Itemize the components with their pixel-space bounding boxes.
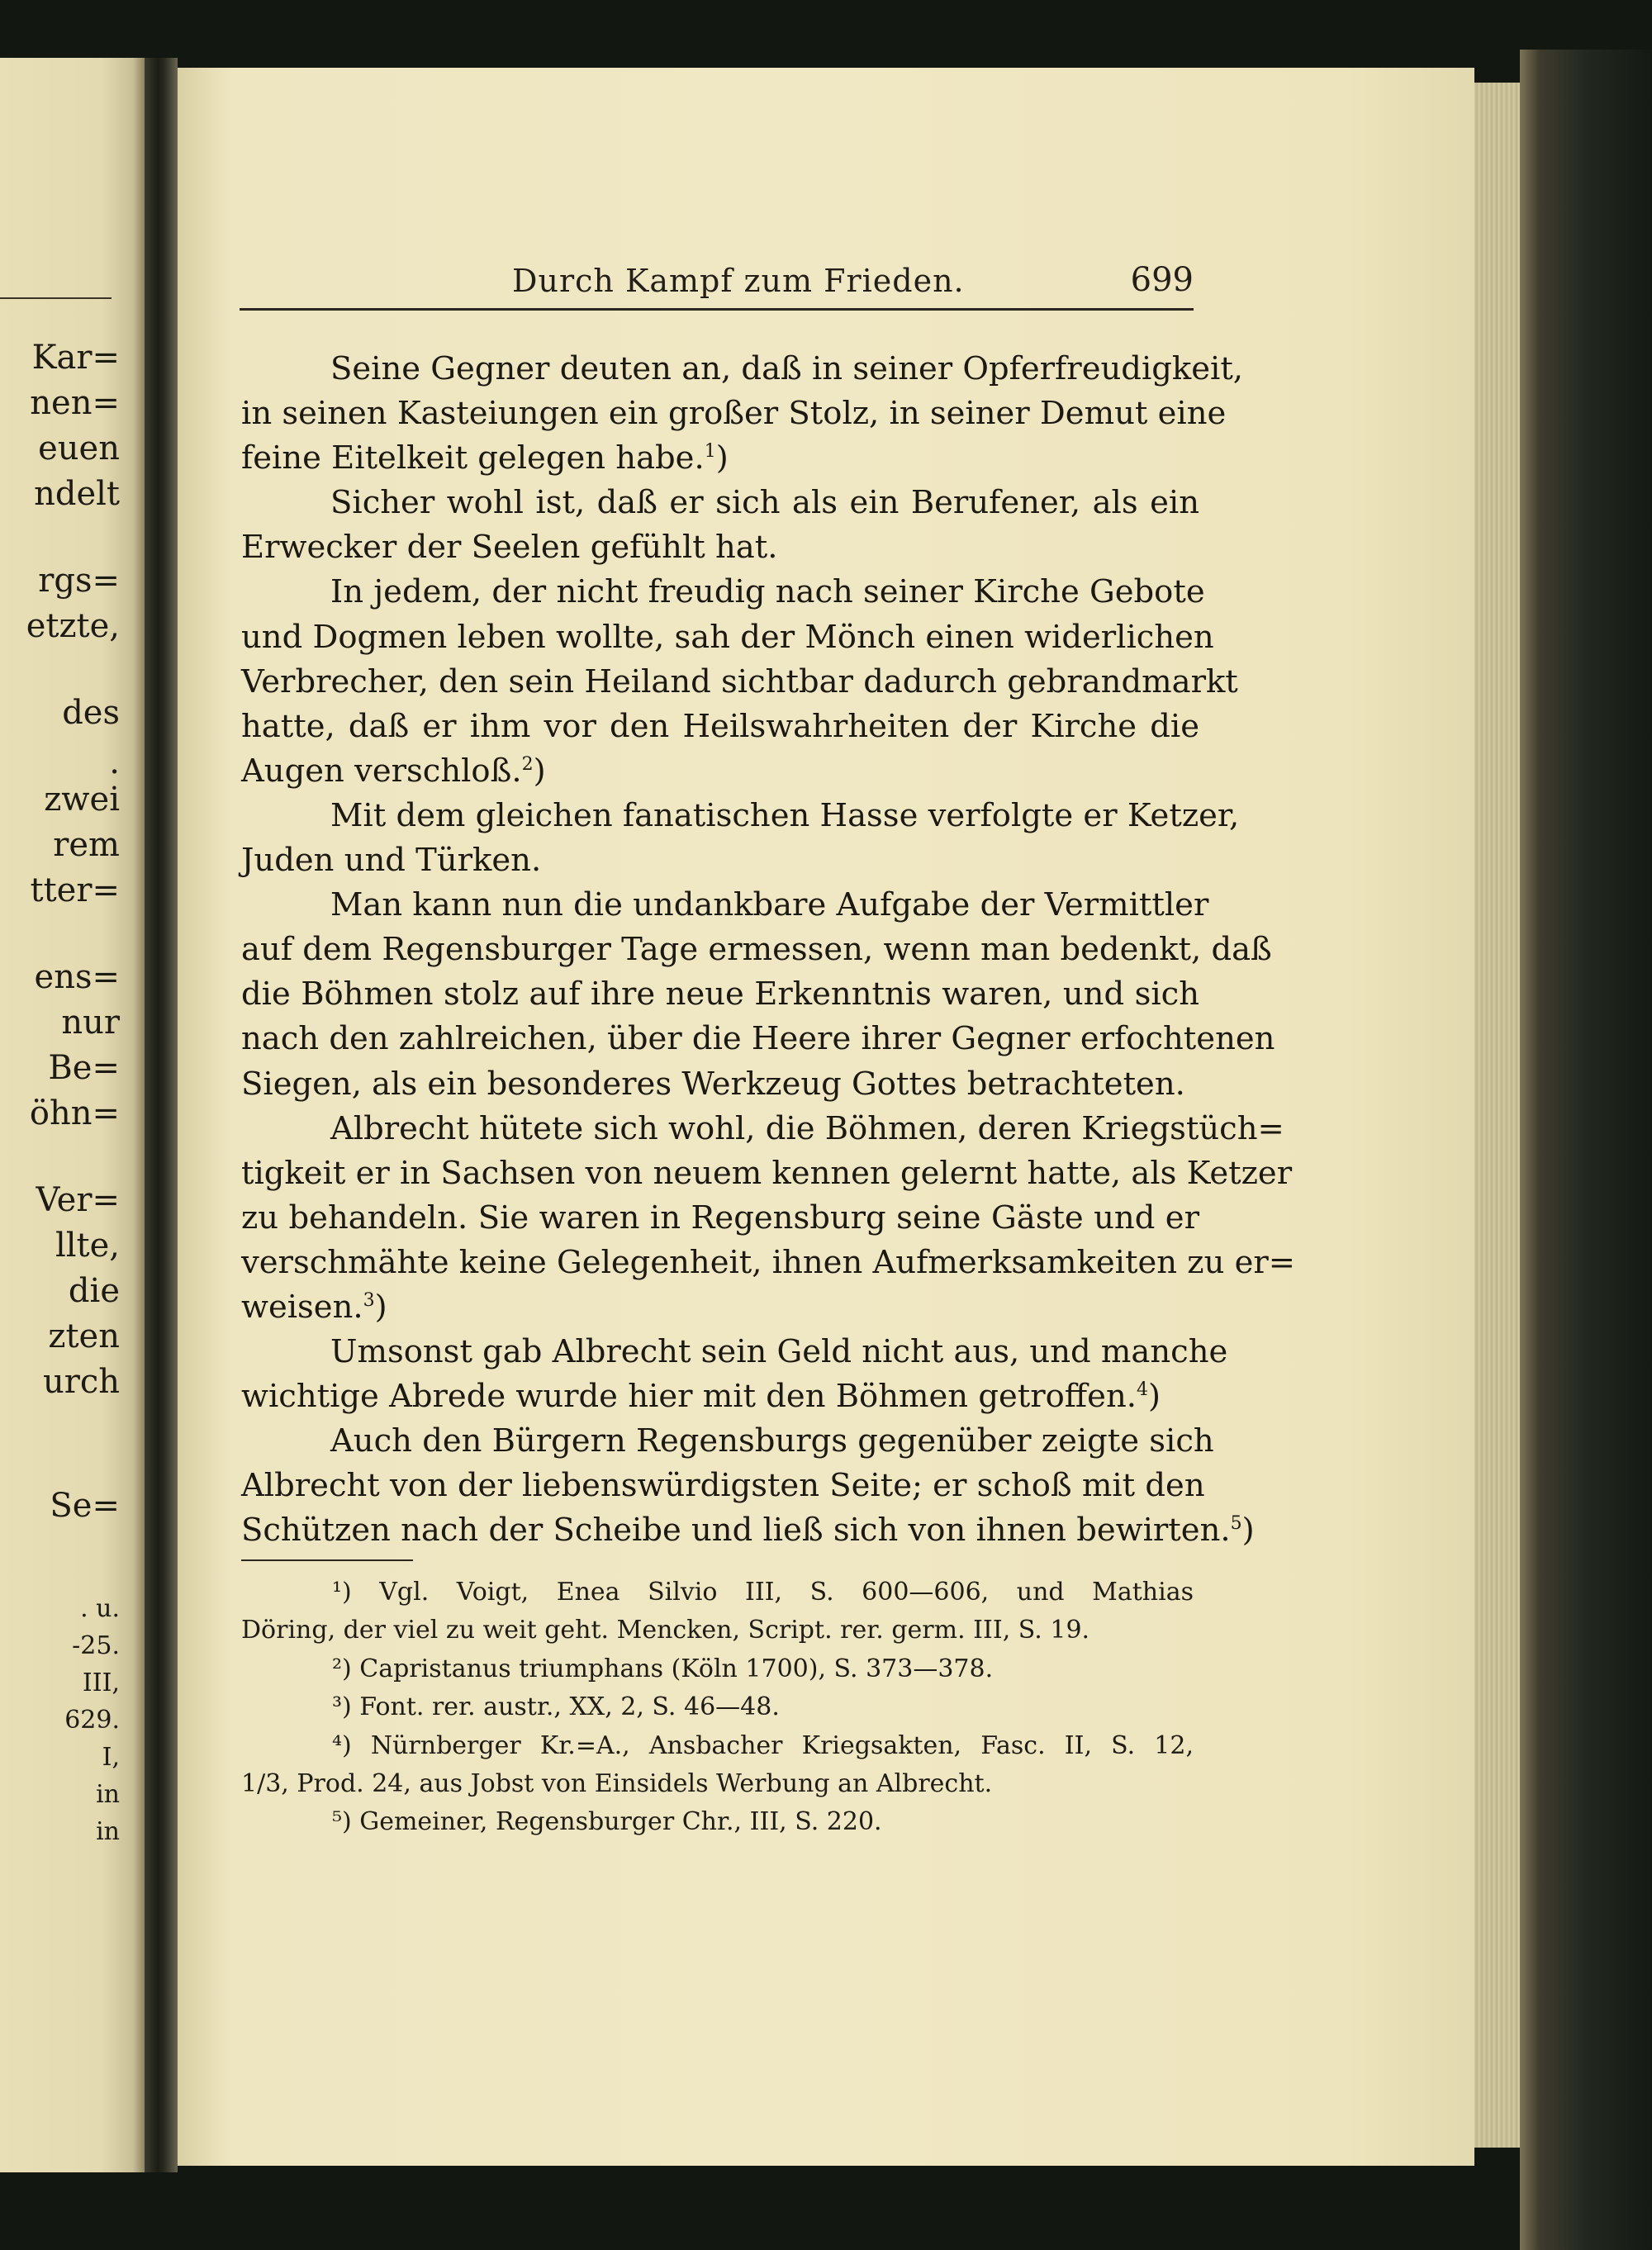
left-page-fragment: Kar= <box>31 339 120 377</box>
body-line <box>241 1062 1199 1107</box>
left-page-fragment: I, <box>102 1743 120 1772</box>
left-page-fragment: rem <box>53 826 120 864</box>
body-line <box>241 928 1272 972</box>
left-page-fragment: urch <box>42 1363 120 1401</box>
footnote-line: Döring, der viel zu weit geht. Mencken, Script. rer. germ. III, S. 19. <box>241 1616 1090 1645</box>
body-line <box>241 883 1209 928</box>
body-line-text: nach den zahlreichen, über die Heere ihrer Gegner erfochtenen <box>241 1020 1275 1058</box>
body-line <box>241 1464 1205 1508</box>
page-edges <box>1474 83 1520 2148</box>
body-line <box>241 838 1199 883</box>
page-number: 699 <box>1130 261 1194 299</box>
left-page-fragment: die <box>68 1272 120 1310</box>
left-page-fragment: Ver= <box>36 1181 120 1219</box>
body-line <box>241 1285 1199 1330</box>
body-line <box>241 1330 1228 1374</box>
body-line-text: auf dem Regensburger Tage ermessen, wenn man bedenkt, daß <box>241 931 1272 969</box>
footnote-line: ²) Capristanus triumphans (Köln 1700), S. 373—378. <box>332 1654 994 1683</box>
body-line-text: Umsonst gab Albrecht sein Geld nicht aus, und manche <box>330 1333 1228 1371</box>
body-line-text: wichtige Abrede wurde hier mit den Böhmen getroffen. <box>241 1378 1137 1416</box>
body-line <box>241 1017 1275 1061</box>
running-title: Durch Kampf zum Frieden. <box>512 263 965 299</box>
body-line <box>241 525 1199 570</box>
body-line-text: Erwecker der Seelen gefühlt hat. <box>241 529 778 567</box>
body-line <box>241 972 1199 1017</box>
body-line <box>241 615 1214 660</box>
body-line-text: Albrecht von der liebenswürdigsten Seite; er schoß mit den <box>241 1467 1205 1505</box>
footnote-marker-paren: ) <box>1147 1378 1161 1416</box>
body-line-text: Auch den Bürgern Regensburgs gegenüber zeigte sich <box>330 1422 1214 1460</box>
body-line-text: und Dogmen leben wollte, sah der Mönch einen widerlichen <box>241 618 1214 656</box>
left-page-fragment: III, <box>82 1669 120 1697</box>
body-line <box>241 1374 1199 1419</box>
left-page-fragment: 629. <box>64 1706 120 1735</box>
body-line-text: Seine Gegner deuten an, daß in seiner Opferfreudigkeit, <box>330 350 1244 387</box>
left-page-fragment: zten <box>48 1317 120 1355</box>
left-page-fragment: Se= <box>50 1487 120 1525</box>
body-line <box>241 347 1244 392</box>
body-line <box>241 749 1199 794</box>
body-line <box>241 570 1205 615</box>
left-page-fragment: nen= <box>30 384 120 422</box>
left-page-fragment: etzte, <box>26 607 120 645</box>
body-line-text: Juden und Türken. <box>241 842 542 880</box>
body-line-text: Albrecht hütete sich wohl, die Böhmen, deren Kriegstüch= <box>330 1109 1284 1147</box>
left-page-fragment: zwei <box>44 781 120 819</box>
body-line <box>241 436 1199 481</box>
footnote-marker: 1 <box>704 441 716 463</box>
footnote-marker: 3 <box>363 1290 375 1312</box>
left-page-fragment: nur <box>61 1004 120 1042</box>
body-line-text: in seinen Kasteiungen ein großer Stolz, in seiner Demut eine <box>241 395 1227 433</box>
body-line <box>241 1508 1255 1553</box>
left-page-fragment: ndelt <box>34 475 120 513</box>
footnotes <box>241 1574 1194 1842</box>
left-page-fragment: des <box>62 694 120 732</box>
body-line-text: Siegen, als ein besonderes Werkzeug Gottes betrachteten. <box>241 1065 1185 1103</box>
left-page-fragment: llte, <box>55 1227 120 1265</box>
left-page-fragment: . u. <box>80 1594 120 1623</box>
book-gutter <box>145 58 178 2172</box>
left-page-fragment: Be= <box>48 1049 120 1087</box>
body-line <box>241 1241 1296 1285</box>
body-line <box>241 1151 1293 1196</box>
left-page-fragment: in <box>96 1817 120 1846</box>
left-page-header-rule <box>0 297 112 299</box>
footnote-marker-paren: ) <box>1241 1512 1255 1550</box>
footnote-marker: 5 <box>1230 1513 1242 1535</box>
book-cover-edge <box>1520 50 1652 2250</box>
left-page-fragment: euen <box>38 430 120 468</box>
body-line <box>241 1107 1284 1151</box>
body-line-text: Sicher wohl ist, daß er sich als ein Berufener, als ein <box>330 484 1199 522</box>
body-line-text: Augen verschloß. <box>241 752 522 790</box>
left-page-fragment: rgs= <box>38 562 120 600</box>
body-line <box>241 660 1238 705</box>
body-line <box>241 392 1227 436</box>
body-line-text: In jedem, der nicht freudig nach seiner Kirche Gebote <box>330 573 1205 611</box>
body-line-text: Mit dem gleichen fanatischen Hasse verfolgte er Ketzer, <box>330 796 1240 834</box>
left-page-fragment: -25. <box>72 1631 120 1660</box>
footnote-line: ⁵) Gemeiner, Regensburger Chr., III, S. 220. <box>332 1807 882 1837</box>
footnote-marker: 2 <box>521 754 534 776</box>
footnote-rule <box>241 1559 413 1561</box>
left-page-fragment: . <box>109 743 120 781</box>
footnote-line: ⁴) Nürnberger Kr.=A., Ansbacher Kriegsakten, Fasc. II, S. 12, <box>332 1730 1194 1760</box>
left-page-edge <box>0 58 145 2172</box>
body-line <box>241 794 1240 838</box>
body-text <box>241 347 1296 1554</box>
body-line-text: verschmähte keine Gelegenheit, ihnen Aufmerksamkeiten zu er= <box>241 1243 1296 1281</box>
left-page-fragment: öhn= <box>29 1094 120 1132</box>
footnote-line: ³) Font. rer. austr., XX, 2, S. 46—48. <box>332 1692 780 1722</box>
body-line-text: Verbrecher, den sein Heiland sichtbar dadurch gebrandmarkt <box>241 662 1238 700</box>
footnote-marker: 4 <box>1136 1379 1148 1401</box>
footnote-marker-paren: ) <box>533 752 546 790</box>
body-line-text: Man kann nun die undankbare Aufgabe der Vermittler <box>330 886 1209 924</box>
header-rule <box>240 308 1194 311</box>
body-line <box>241 481 1199 525</box>
body-line <box>241 1419 1214 1464</box>
body-line <box>241 1196 1199 1241</box>
body-line-text: Schützen nach der Scheibe und ließ sich von ihnen bewirten. <box>241 1512 1231 1550</box>
body-line-text: tigkeit er in Sachsen von neuem kennen gelernt hatte, als Ketzer <box>241 1154 1293 1192</box>
left-page-fragment: ens= <box>34 958 120 996</box>
body-line <box>241 705 1199 749</box>
left-page-fragment: in <box>96 1780 120 1809</box>
body-line-text: zu behandeln. Sie waren in Regensburg seine Gäste und er <box>241 1199 1199 1237</box>
body-line-text: die Böhmen stolz auf ihre neue Erkenntnis waren, und sich <box>241 975 1199 1013</box>
footnote-marker-paren: ) <box>715 439 729 477</box>
body-line-text: feine Eitelkeit gelegen habe. <box>241 439 705 477</box>
body-line-text: hatte, daß er ihm vor den Heilswahrheiten der Kirche die <box>241 707 1199 745</box>
left-page-fragment: tter= <box>30 871 120 909</box>
footnote-line: 1/3, Prod. 24, aus Jobst von Einsidels Werbung an Albrecht. <box>241 1768 993 1798</box>
body-line-text: weisen. <box>241 1288 363 1326</box>
footnote-line: ¹) Vgl. Voigt, Enea Silvio III, S. 600—606, und Mathias <box>332 1578 1194 1607</box>
footnote-marker-paren: ) <box>374 1288 387 1326</box>
